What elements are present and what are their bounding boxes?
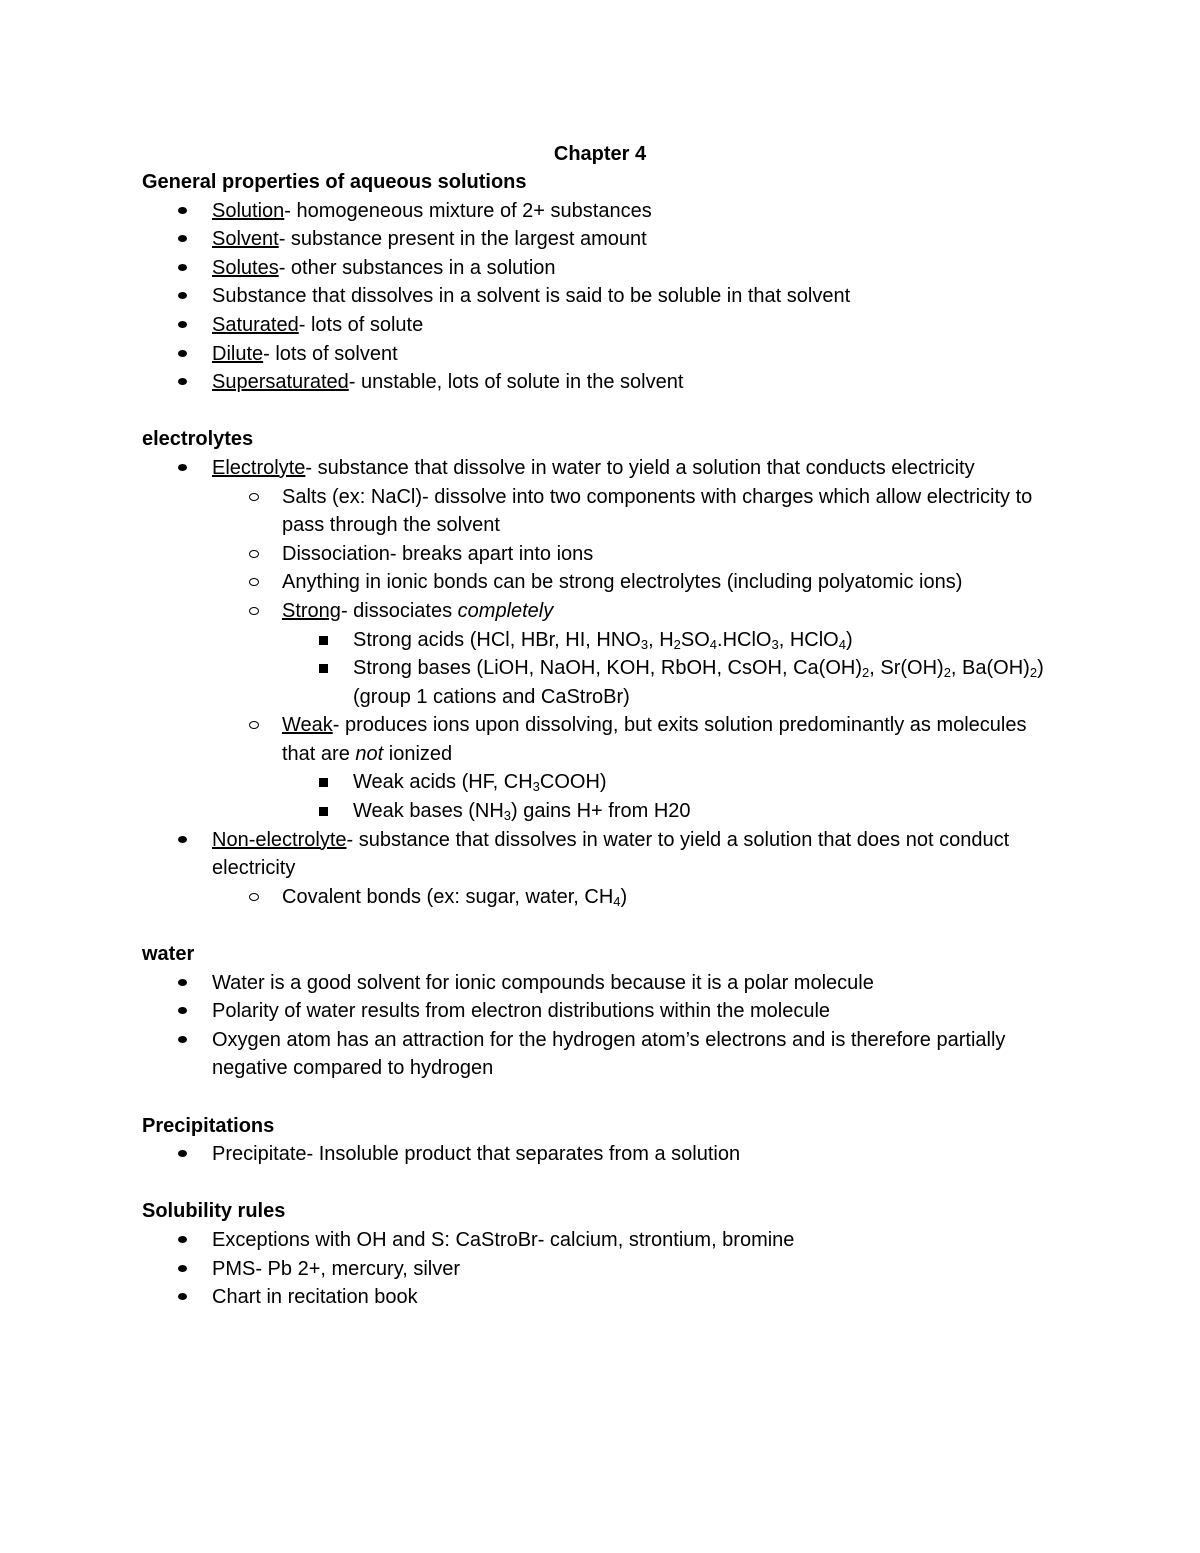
list-item — [142, 1255, 1062, 1284]
spacer — [142, 1083, 1062, 1112]
list-item — [142, 626, 1062, 655]
formula-text: , Ba(OH) — [950, 657, 1030, 680]
term-solution: Solution — [212, 199, 285, 222]
list-item — [142, 197, 1062, 226]
formula-text: Strong bases (LiOH, NaOH, KOH, RbOH, CsOH, Ca(OH) — [353, 657, 863, 680]
formula-text: SO — [680, 628, 710, 651]
spacer — [142, 1169, 1062, 1198]
list-item — [142, 597, 1062, 626]
subscript: 2 — [943, 665, 951, 681]
document-body — [142, 168, 1062, 1312]
bullet-icon — [178, 1293, 187, 1300]
term-dilute: Dilute — [212, 342, 264, 365]
section-heading-general: General properties of aqueous solutions — [142, 171, 527, 193]
emphasis-text: completely — [457, 599, 554, 622]
square-bullet-icon — [319, 778, 328, 787]
list-item — [142, 1140, 1062, 1169]
subscript: 2 — [1029, 665, 1038, 681]
definition-text: - substance that dissolve in water to yield a solution that conducts electricity — [305, 456, 975, 479]
subscript: 4 — [613, 893, 621, 909]
hollow-bullet-icon — [249, 607, 259, 615]
water-list — [142, 969, 1062, 1083]
formula-text: Weak bases (NH — [353, 800, 504, 823]
list-item — [142, 254, 1062, 283]
spacer — [142, 397, 1062, 426]
formula-text: ) gains H+ from H20 — [511, 800, 691, 823]
definition-text: Dissociation- breaks apart into ions — [282, 542, 594, 565]
list-item-text: Exceptions with OH and S: CaStroBr- calcium, strontium, bromine — [212, 1228, 795, 1251]
definition-text: - homogeneous mixture of 2+ substances — [284, 199, 652, 222]
formula-text: , Sr(OH) — [869, 657, 944, 680]
list-item — [142, 883, 1062, 912]
bullet-icon — [178, 378, 187, 385]
definition-text: Substance that dissolves in a solvent is said to be soluble in that solvent — [212, 285, 851, 308]
section-heading-electrolytes: electrolytes — [142, 428, 254, 451]
term-strong: Strong — [282, 599, 341, 622]
definition-text: ionized — [383, 742, 453, 765]
bullet-icon — [178, 235, 187, 242]
list-item — [142, 483, 1062, 540]
list-item-text: Water is a good solvent for ionic compounds because it is a polar molecule — [212, 971, 874, 994]
spacer — [142, 911, 1062, 940]
section-heading-water: water — [142, 943, 195, 966]
page-title: Chapter 4 — [553, 143, 647, 165]
term-electrolyte: Electrolyte — [212, 456, 306, 479]
list-item — [142, 282, 1062, 311]
bullet-icon — [178, 1036, 187, 1043]
term-supersaturated: Supersaturated — [212, 371, 349, 394]
subscript: 3 — [771, 636, 779, 652]
list-item — [142, 1283, 1062, 1312]
list-item — [142, 1026, 1062, 1083]
electrolytes-list — [142, 454, 1062, 912]
formula-text: , HClO — [778, 628, 839, 651]
bullet-icon — [178, 292, 187, 299]
bullet-icon — [178, 836, 187, 843]
formula-text: Weak acids (HF, CH — [353, 771, 533, 794]
bullet-icon — [178, 207, 187, 214]
formula-text: ) (group 1 cations and CaStroBr) — [353, 657, 1044, 708]
term-non-electrolyte: Non-electrolyte — [212, 828, 347, 851]
term-saturated: Saturated — [212, 313, 299, 336]
definition-text: - substance present in the largest amount — [278, 228, 647, 251]
definition-text: Anything in ionic bonds can be strong electrolytes (including polyatomic ions) — [282, 571, 963, 594]
list-item — [142, 1226, 1062, 1255]
hollow-bullet-icon — [249, 550, 259, 558]
subscript: 3 — [532, 779, 540, 795]
list-item — [142, 340, 1062, 369]
bullet-icon — [178, 1265, 187, 1272]
bullet-icon — [178, 1150, 187, 1157]
list-item — [142, 997, 1062, 1026]
list-item — [142, 568, 1062, 597]
definition-text: - produces ions upon dissolving, but exits solution predominantly as molecules that are — [282, 714, 1027, 765]
bullet-icon — [178, 464, 187, 471]
solubility-list — [142, 1226, 1062, 1312]
term-solutes: Solutes — [212, 256, 279, 279]
definition-text: - unstable, lots of solute in the solvent — [348, 371, 684, 394]
bullet-icon — [178, 979, 187, 986]
definition-text: Salts (ex: NaCl)- dissolve into two components with charges which allow electricity to pass through the solvent — [282, 485, 1033, 537]
hollow-bullet-icon — [249, 493, 259, 501]
bullet-icon — [178, 1007, 187, 1014]
list-item — [142, 368, 1062, 397]
list-item-text: Oxygen atom has an attraction for the hydrogen atom’s electrons and is therefore partially negative compared to hydrogen — [212, 1028, 1006, 1080]
general-list — [142, 197, 1062, 397]
list-item-text: Polarity of water results from electron distributions within the molecule — [212, 1000, 831, 1023]
section-heading-solubility: Solubility rules — [142, 1200, 286, 1223]
bullet-icon — [178, 1236, 187, 1243]
bullet-icon — [178, 321, 187, 328]
term-weak: Weak — [282, 714, 333, 737]
term-solvent: Solvent — [212, 228, 279, 251]
formula-text: ) — [620, 885, 628, 908]
list-item — [142, 768, 1062, 797]
definition-text: - lots of solvent — [263, 342, 398, 365]
section-heading-precipitations: Precipitations — [142, 1114, 275, 1137]
list-item — [142, 711, 1062, 768]
list-item — [142, 540, 1062, 569]
list-item — [142, 826, 1062, 883]
list-item — [142, 654, 1062, 711]
subscript: 2 — [673, 636, 681, 652]
hollow-bullet-icon — [249, 578, 259, 586]
square-bullet-icon — [319, 636, 328, 645]
formula-text: COOH) — [539, 771, 607, 794]
square-bullet-icon — [319, 664, 328, 673]
subscript: 3 — [640, 636, 649, 652]
list-item — [142, 969, 1062, 998]
definition-text: - substance that dissolves in water to yield a solution that does not conduct electricity — [212, 828, 1010, 880]
subscript: 4 — [709, 636, 718, 652]
list-item-text: Precipitate- Insoluble product that separates from a solution — [212, 1143, 741, 1166]
list-item — [142, 311, 1062, 340]
formula-text: , H — [648, 628, 674, 651]
list-item — [142, 797, 1062, 826]
square-bullet-icon — [319, 807, 328, 816]
list-item — [142, 225, 1062, 254]
emphasis-text: not — [355, 742, 384, 765]
definition-text: - other substances in a solution — [278, 256, 556, 279]
formula-text: .HClO — [717, 628, 772, 651]
subscript: 3 — [503, 808, 512, 824]
subscript: 4 — [838, 636, 846, 652]
hollow-bullet-icon — [249, 893, 259, 901]
definition-text: - dissociates — [340, 599, 458, 622]
formula-text: ) — [845, 628, 853, 651]
list-item-text: PMS- Pb 2+, mercury, silver — [212, 1257, 461, 1280]
bullet-icon — [178, 350, 187, 357]
list-item-text: Chart in recitation book — [212, 1286, 418, 1309]
list-item — [142, 454, 1062, 483]
subscript: 2 — [862, 665, 870, 681]
formula-text: Strong acids (HCl, HBr, HI, HNO — [353, 628, 641, 651]
bullet-icon — [178, 264, 187, 271]
formula-text: Covalent bonds (ex: sugar, water, CH — [282, 885, 614, 908]
definition-text: - lots of solute — [298, 313, 424, 336]
precipitations-list — [142, 1140, 1062, 1169]
hollow-bullet-icon — [249, 721, 259, 729]
